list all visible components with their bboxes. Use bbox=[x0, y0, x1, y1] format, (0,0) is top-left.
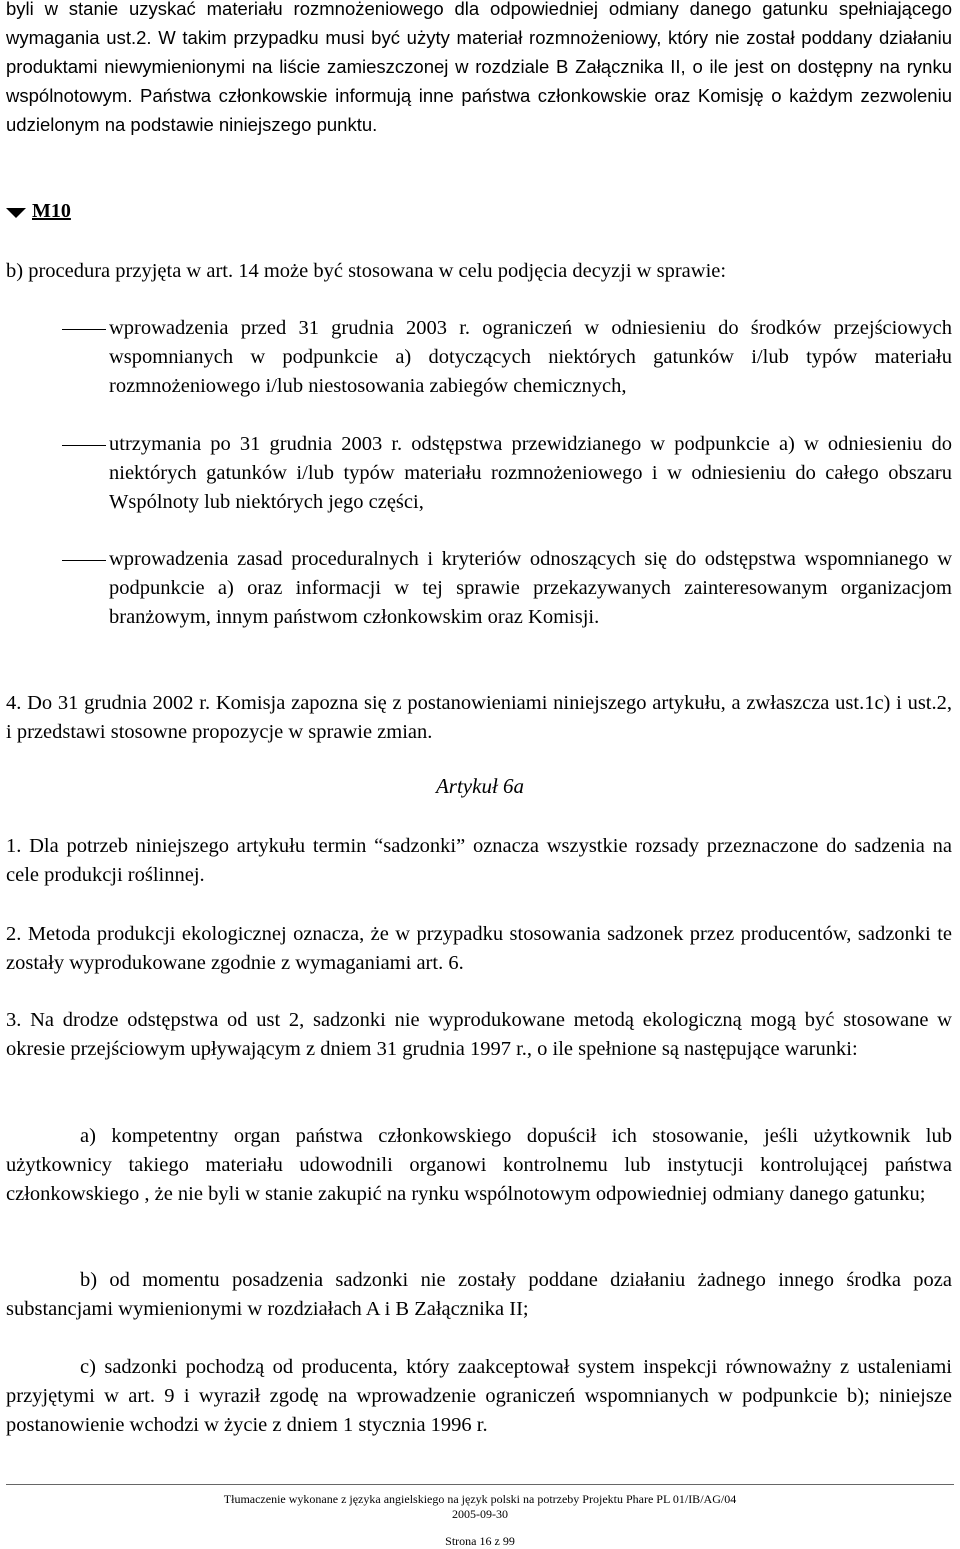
condition-b-text: b) od momentu posadzenia sadzonki nie zostały poddane działaniu żadnego innego środka poza substancjami wymienionymi w rozdziałach A i B Załącznika II; bbox=[6, 1269, 952, 1320]
condition-a bbox=[6, 1122, 952, 1209]
dash-list-item-text: utrzymania po 31 grudnia 2003 r. odstępstwa przewidzianego w podpunkcie a) w odniesieniu do niektórych gatunków i/lub typów materiału rozmnożeniowego i w odniesieniu do całego obszaru Wspólnoty lub niektórych jego części, bbox=[109, 433, 952, 513]
amendment-marker-label[interactable]: M10 bbox=[32, 200, 71, 222]
dash-marker bbox=[62, 329, 106, 330]
paragraph-4: 4. Do 31 grudnia 2002 r. Komisja zapozna się z postanowieniami niniejszego artykułu, a zwłaszcza ust.1c) i ust.2, i przedstawi stosowne propozycje w sprawie zmian. bbox=[6, 692, 952, 743]
footer-divider bbox=[6, 1484, 954, 1485]
intro-paragraph: byli w stanie uzyskać materiału rozmnożeniowego dla odpowiedniej odmiany danego gatunku spełniającego wymagania ust.2. W takim przypadku musi być użyty materiał rozmnożeniowy, który nie został poddany działaniu produktami niewymienionymi na liście zamieszczonej w rozdziale B Załącznika II, o ile jest on dostępny na rynku wspólnotowym. Państwa członkowskie informują inne państwa członkowskie oraz Komisję o każdym zezwoleniu udzielonym na podstawie niniejszego punktu. bbox=[6, 0, 952, 135]
dash-marker bbox=[62, 560, 106, 561]
condition-a-text: a) kompetentny organ państwa członkowskiego dopuścił ich stosowanie, jeśli użytkownik lub użytkownicy takiego materiału udowodnili organowi kontrolnemu lub instytucji kontrolującej państwa członkowskiego , że nie byli w stanie zakupić na rynku wspólnotowym odpowiedniej odmiany danego gatunku; bbox=[6, 1125, 952, 1205]
dash-list-item bbox=[62, 545, 952, 632]
dash-marker bbox=[62, 445, 106, 446]
condition-c bbox=[6, 1353, 952, 1440]
paragraph-b-intro: b) procedura przyjęta w art. 14 może być stosowana w celu podjęcia decyzji w sprawie: bbox=[6, 260, 727, 282]
condition-c-text: c) sadzonki pochodzą od producenta, który zaakceptował system inspekcji równoważny z ustaleniami przyjętymi w art. 9 i wyraził zgodę na wprowadzenie ograniczeń wspomnianych w podpunkcie b); niniejsze postanowienie wchodzi w życie z dniem 1 stycznia 1996 r. bbox=[6, 1356, 952, 1436]
condition-b bbox=[6, 1266, 952, 1324]
footer-translation-note: Tłumaczenie wykonane z języka angielskiego na język polski na potrzeby Projektu Phare PL 01/IB/AG/04 bbox=[223, 1492, 737, 1506]
triangle-down-icon[interactable] bbox=[6, 208, 26, 218]
article-paragraph-2: 2. Metoda produkcji ekologicznej oznacza, że w przypadku stosowania sadzonek przez producentów, sadzonki te zostały wyprodukowane zgodnie z wymaganiami art. 6. bbox=[6, 923, 952, 974]
dash-list-item bbox=[62, 314, 952, 401]
article-paragraph-3: 3. Na drodze odstępstwa od ust 2, sadzonki nie wyprodukowane metodą ekologiczną mogą być stosowane w okresie przejściowym upływającym z dniem 31 grudnia 1997 r., o ile spełnione są następujące warunki: bbox=[6, 1009, 952, 1060]
article-paragraph-1: 1. Dla potrzeb niniejszego artykułu termin “sadzonki” oznacza wszystkie rozsady przeznaczone do sadzenia na cele produkcji roślinnej. bbox=[6, 835, 952, 886]
footer-date: 2005-09-30 bbox=[452, 1507, 508, 1521]
page-number: Strona 16 z 99 bbox=[445, 1534, 515, 1548]
amendment-marker[interactable] bbox=[6, 200, 71, 223]
dash-list-item-text: wprowadzenia zasad proceduralnych i kryteriów odnoszących się do odstępstwa wspomnianego w podpunkcie a) oraz informacji w tej sprawie przekazywanych zainteresowanym organizacjom branżowym, innym państwom członkowskim oraz Komisji. bbox=[109, 548, 952, 628]
dash-list-item bbox=[62, 430, 952, 517]
article-heading: Artykuł 6a bbox=[435, 774, 525, 798]
dash-list-item-text: wprowadzenia przed 31 grudnia 2003 r. ograniczeń w odniesieniu do środków przejściowych wspomnianych w podpunkcie a) dotyczących niektórych gatunków i/lub typów materiału rozmnożeniowego i/lub niestosowania zabiegów chemicznych, bbox=[109, 317, 952, 397]
